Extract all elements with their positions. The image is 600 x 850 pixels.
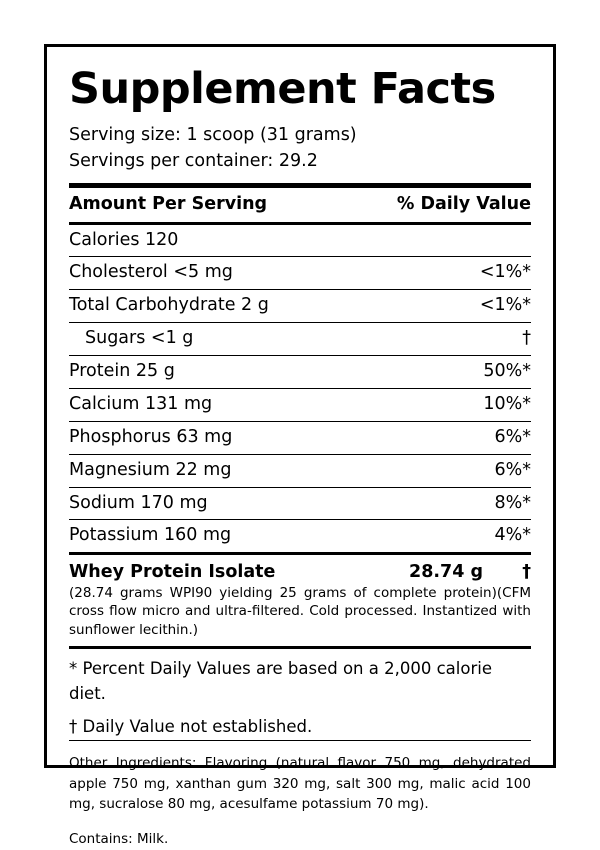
footnote-percent-daily-value: * Percent Daily Values are based on a 2,000 calorie diet. bbox=[69, 658, 492, 704]
table-row bbox=[69, 422, 531, 454]
nutrient-name: Phosphorus 63 mg bbox=[69, 426, 233, 447]
nutrient-dv: † bbox=[522, 328, 531, 349]
serving-size: Serving size: 1 scoop (31 grams) bbox=[69, 125, 357, 146]
nutrient-name: Sugars <1 g bbox=[85, 328, 194, 349]
nutrient-dv: 50%* bbox=[483, 361, 531, 382]
table-row bbox=[69, 323, 531, 355]
nutrient-name: Calcium 131 mg bbox=[69, 393, 213, 414]
nutrient-name: Calories 120 bbox=[69, 229, 179, 250]
footnote-dagger: † Daily Value not established. bbox=[69, 717, 313, 737]
nutrient-name: Magnesium 22 mg bbox=[69, 459, 232, 480]
blend-description: (28.74 grams WPI90 yielding 25 grams of complete protein)(CFM cross flow micro and ultra-filtered. Cold processed. Instantized with sunflower lecithin.) bbox=[69, 585, 531, 638]
nutrient-name: Total Carbohydrate 2 g bbox=[69, 295, 269, 316]
contains-allergens: Contains: Milk. bbox=[69, 831, 169, 848]
servings-per-container: Servings per container: 29.2 bbox=[69, 151, 318, 172]
table-row bbox=[69, 356, 531, 388]
blend-row bbox=[69, 555, 531, 584]
table-row bbox=[69, 257, 531, 289]
supplement-facts-panel bbox=[44, 44, 556, 848]
nutrient-dv: <1%* bbox=[479, 295, 531, 316]
blend-name: Whey Protein Isolate bbox=[69, 562, 276, 583]
nutrient-name: Sodium 170 mg bbox=[69, 492, 208, 513]
nutrient-name: Potassium 160 mg bbox=[69, 525, 232, 546]
nutrient-dv: <1%* bbox=[479, 262, 531, 283]
blend-dv: † bbox=[522, 562, 531, 583]
page-title: Supplement Facts bbox=[69, 64, 496, 114]
nutrient-dv: 10%* bbox=[483, 393, 531, 414]
table-row bbox=[69, 455, 531, 487]
nutrient-dv: 6%* bbox=[494, 426, 531, 447]
other-ingredients: Other Ingredients: Flavoring (natural flavor 750 mg, dehydrated apple 750 mg, xanthan gum 320 mg, salt 300 mg, malic acid 100 mg, sucralose 80 mg, acesulfame potassium 70 mg). bbox=[69, 754, 531, 813]
nutrient-name: Protein 25 g bbox=[69, 361, 175, 382]
table-row bbox=[69, 389, 531, 421]
table-row bbox=[69, 488, 531, 520]
table-row bbox=[69, 225, 531, 257]
blend-amount: 28.74 g bbox=[409, 562, 483, 583]
nutrient-dv: 4%* bbox=[494, 525, 531, 546]
nutrient-dv: 6%* bbox=[494, 459, 531, 480]
amount-per-serving-header: Amount Per Serving bbox=[69, 193, 268, 214]
table-header-row bbox=[69, 188, 531, 222]
daily-value-header: % Daily Value bbox=[396, 193, 531, 214]
table-row bbox=[69, 520, 531, 552]
nutrient-name: Cholesterol <5 mg bbox=[69, 262, 233, 283]
nutrient-dv: 8%* bbox=[494, 492, 531, 513]
table-row bbox=[69, 290, 531, 322]
